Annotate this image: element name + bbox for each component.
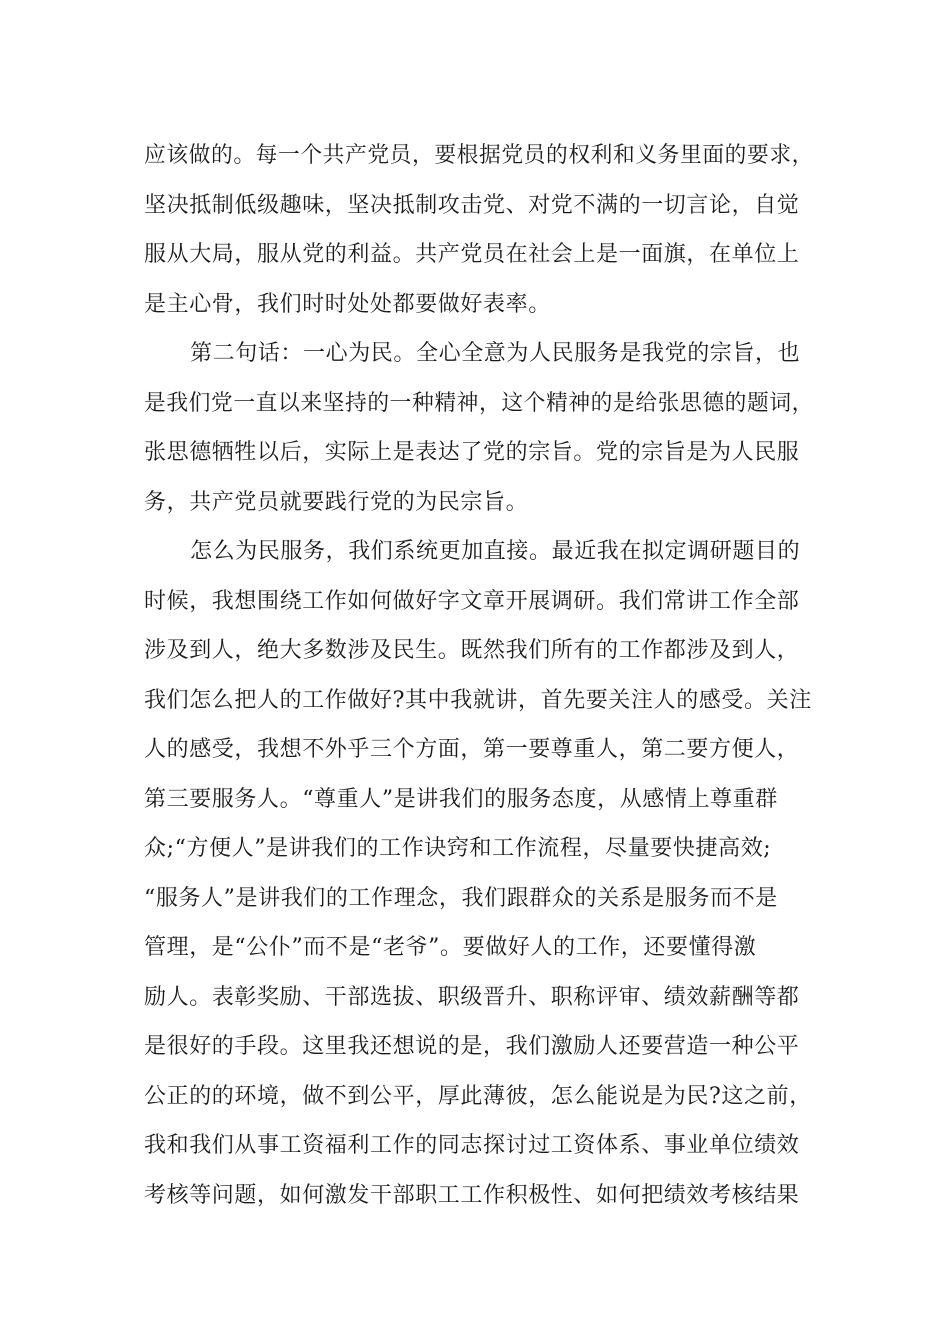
text-line: 张思德牺牲以后，实际上是表达了党的宗旨。党的宗旨是为人民服 bbox=[144, 440, 800, 465]
body-text bbox=[144, 131, 814, 1220]
text-line: 是主心骨，我们时时处处都要做好表率。 bbox=[144, 291, 551, 317]
text-line: 公正的的环境，做不到公平，厚此薄彼，怎么能说是为民?这之前， bbox=[144, 1083, 812, 1109]
text-line: 众;“方便人”是讲我们的工作诀窍和工作流程，尽量要快捷高效; bbox=[144, 836, 772, 861]
text-line: 第三要服务人。“尊重人”是讲我们的服务态度，从感情上尊重群 bbox=[144, 786, 778, 812]
text-line: 管理，是“公仆”而不是“老爷”。要做好人的工作，还要懂得激 bbox=[144, 935, 757, 960]
text-line: 考核等问题，如何激发干部职工工作积极性、如何把绩效考核结果 bbox=[144, 1182, 800, 1208]
text-line: “服务人”是讲我们的工作理念，我们跟群众的关系是服务而不是 bbox=[144, 885, 778, 911]
text-line: 我和我们从事工资福利工作的同志探讨过工资体系、事业单位绩效 bbox=[144, 1133, 800, 1158]
text-line: 涉及到人，绝大多数涉及民生。既然我们所有的工作都涉及到人， bbox=[144, 638, 800, 663]
text-line: 我们怎么把人的工作做好?其中我就讲，首先要关注人的感受。关注 bbox=[144, 687, 812, 713]
text-line: 时候，我想围绕工作如何做好字文章开展调研。我们常讲工作全部 bbox=[144, 588, 800, 614]
text-line: 人的感受，我想不外乎三个方面，第一要尊重人，第二要方便人， bbox=[144, 737, 800, 762]
text-line: 是我们党一直以来坚持的一种精神，这个精神的是给张思德的题词， bbox=[144, 390, 815, 416]
text-line: 务，共产党员就要践行党的为民宗旨。 bbox=[144, 489, 529, 515]
text-line: 服从大局，服从党的利益。共产党员在社会上是一面旗，在单位上 bbox=[144, 242, 800, 267]
text-line: 应该做的。每一个共产党员，要根据党员的权利和义务里面的要求， bbox=[144, 143, 815, 168]
text-line: 励人。表彰奖励、干部选拔、职级晋升、职称评审、绩效薪酬等都 bbox=[144, 984, 800, 1010]
paragraph-first-line: 怎么为民服务，我们系统更加直接。最近我在拟定调研题目的 bbox=[190, 539, 801, 564]
text-line: 坚决抵制低级趣味，坚决抵制攻击党、对党不满的一切言论，自觉 bbox=[144, 192, 800, 218]
text-line: 是很好的手段。这里我还想说的是，我们激励人还要营造一种公平 bbox=[144, 1034, 800, 1059]
paragraph-first-line: 第二句话：一心为民。全心全意为人民服务是我党的宗旨，也 bbox=[190, 341, 801, 366]
